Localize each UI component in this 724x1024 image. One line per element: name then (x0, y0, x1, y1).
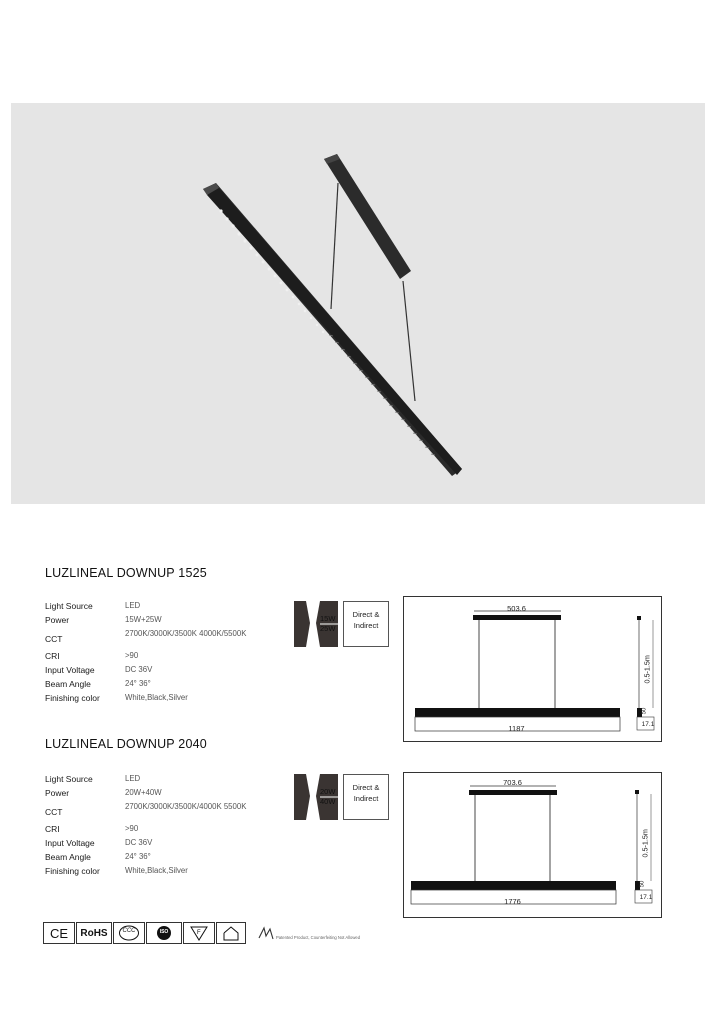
spec-value: White,Black,Silver (125, 866, 188, 875)
spec-value: DC 36V (125, 665, 153, 674)
spec-row (45, 802, 275, 824)
spec-value: 2700K/3000K/3500K/4000K 5500K (125, 802, 247, 811)
ccc-mark-text: CCC (122, 928, 136, 934)
f-mark-icon (183, 922, 215, 944)
spec-value: LED (125, 601, 141, 610)
body-length: 1187 (508, 724, 525, 733)
spec-label: Power (45, 615, 70, 625)
spec-row (45, 615, 275, 629)
product2-title: LUZLINEAL DOWNUP 2040 (45, 737, 207, 751)
beam-distribution-icon (294, 774, 344, 820)
watt-up: 20W (320, 787, 336, 796)
spec-label: Power (45, 788, 70, 798)
spec-label: Finishing color (45, 693, 100, 703)
direct-indirect-label (343, 601, 389, 647)
spec-value: White,Black,Silver (125, 693, 188, 702)
body-width: 17.1 (639, 894, 653, 901)
suspension-length: 0.5-1.5m (642, 655, 652, 684)
canopy-length: 503.6 (507, 604, 526, 613)
direct-indirect-label (343, 774, 389, 820)
product1-title: LUZLINEAL DOWNUP 1525 (45, 566, 207, 580)
spec-value: >90 (125, 651, 139, 660)
spec-row (45, 824, 275, 838)
spec-label: Light Source (45, 774, 93, 784)
watt-down: 25W (320, 624, 336, 633)
spec-row (45, 788, 275, 802)
spec-value: 2700K/3000K/3500K 4000K/5500K (125, 629, 247, 638)
watt-up: 15W (320, 614, 336, 623)
spec-label: Finishing color (45, 866, 100, 876)
spec-row (45, 651, 275, 665)
dimension-drawing-svg (404, 773, 661, 917)
spec-row (45, 601, 275, 615)
spec-label: CRI (45, 651, 60, 661)
svg-text:F: F (197, 930, 201, 936)
product1-spec-table (45, 601, 275, 707)
spec-label: Input Voltage (45, 838, 95, 848)
spec-value: LED (125, 774, 141, 783)
iso-mark-icon (146, 922, 182, 944)
led-dots (219, 209, 324, 333)
spec-row (45, 629, 275, 651)
canopy-length: 703.6 (503, 778, 522, 787)
spec-value: >90 (125, 824, 139, 833)
spec-label: CCT (45, 634, 63, 644)
direct-text: Direct & (352, 610, 380, 619)
spec-row (45, 774, 275, 788)
spec-value: DC 36V (125, 838, 153, 847)
body-height: 50 (639, 880, 646, 888)
product2-spec-table (45, 774, 275, 880)
spec-row (45, 693, 275, 707)
product1-light-distribution (294, 601, 388, 647)
watt-down: 40W (320, 797, 336, 806)
indirect-text: Indirect (353, 794, 379, 803)
spec-value: 15W+25W (125, 615, 162, 624)
house-icon (222, 925, 240, 941)
spec-label: CRI (45, 824, 60, 834)
direct-text: Direct & (352, 783, 380, 792)
beam-distribution-icon (294, 601, 344, 647)
pendant-light-illustration (11, 103, 705, 504)
ccc-mark-icon (113, 922, 145, 944)
indirect-text: Indirect (353, 621, 379, 630)
product1-dimension-drawing (403, 596, 662, 742)
product2-light-distribution (294, 774, 388, 820)
patent-notice (256, 925, 376, 943)
indoor-use-icon (216, 922, 246, 944)
patent-text: Patented Product, Counterfeiting Not Allowed (276, 935, 361, 940)
patent-logo-icon (256, 925, 276, 943)
spec-label: CCT (45, 807, 63, 817)
spec-row (45, 852, 275, 866)
spec-row (45, 679, 275, 693)
dimension-drawing-svg (404, 597, 661, 741)
spec-label: Beam Angle (45, 852, 91, 862)
body-height: 50 (641, 707, 648, 715)
spec-row (45, 866, 275, 880)
spec-label: Beam Angle (45, 679, 91, 689)
iso-mark-text: ISO (159, 929, 169, 935)
spec-value: 20W+40W (125, 788, 162, 797)
spec-row (45, 665, 275, 679)
product-photo (11, 103, 705, 504)
product2-dimension-drawing (403, 772, 662, 918)
rohs-mark-icon: RoHS (76, 922, 112, 944)
f-mark-svg (189, 925, 209, 941)
spec-label: Input Voltage (45, 665, 95, 675)
spec-row (45, 838, 275, 852)
ce-mark-icon: CE (43, 922, 75, 944)
spec-value: 24° 36° (125, 852, 151, 861)
spec-label: Light Source (45, 601, 93, 611)
suspension-length: 0.5-1.5m (640, 829, 650, 858)
spec-value: 24° 36° (125, 679, 151, 688)
body-length: 1776 (504, 897, 521, 906)
body-width: 17.1 (641, 721, 655, 728)
